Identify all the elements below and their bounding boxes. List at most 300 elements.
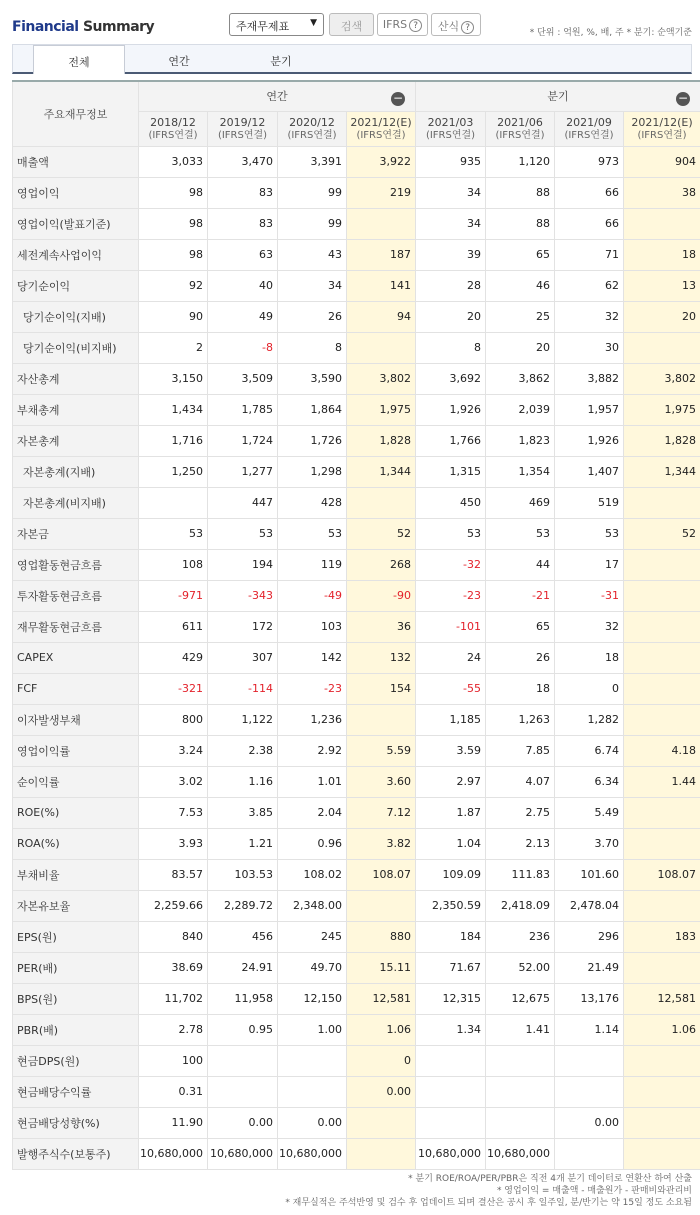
value-cell: 0 — [347, 1045, 416, 1076]
value-cell: 36 — [347, 611, 416, 642]
value-cell: 119 — [278, 549, 347, 580]
value-cell: 2,289.72 — [208, 890, 278, 921]
table-row — [13, 487, 700, 518]
value-cell: 26 — [486, 642, 555, 673]
value-cell: 46 — [486, 270, 555, 301]
value-cell: 103 — [278, 611, 347, 642]
value-cell: 2.13 — [486, 828, 555, 859]
value-cell: -31 — [555, 580, 624, 611]
statement-select[interactable] — [229, 13, 324, 36]
row-label: 자본금 — [13, 518, 139, 549]
value-cell: 18 — [486, 673, 555, 704]
value-cell: 17 — [555, 549, 624, 580]
value-cell: -55 — [416, 673, 486, 704]
value-cell — [555, 1138, 624, 1169]
value-cell: 183 — [624, 921, 700, 952]
value-cell — [555, 1045, 624, 1076]
value-cell: 519 — [555, 487, 624, 518]
row-label: ROE(%) — [13, 797, 139, 828]
unit-note: * 단위 : 억원, %, 배, 주 * 분기: 순액기준 — [529, 28, 692, 38]
table-row — [13, 239, 700, 270]
value-cell: 62 — [555, 270, 624, 301]
value-cell: 24.91 — [208, 952, 278, 983]
tab-quarterly[interactable]: 분기 — [270, 55, 292, 68]
value-cell: 1,434 — [139, 394, 208, 425]
value-cell: 450 — [416, 487, 486, 518]
corner-label: 주요재무정보 — [13, 81, 139, 146]
table-row — [13, 766, 700, 797]
period-tabs — [12, 44, 692, 74]
column-basis: (IFRS연결) — [148, 129, 198, 141]
value-cell: 1,185 — [416, 704, 486, 735]
value-cell: 1.87 — [416, 797, 486, 828]
title-rest: Summary — [78, 19, 155, 35]
value-cell: 1,344 — [624, 456, 700, 487]
value-cell: 65 — [486, 239, 555, 270]
value-cell: 1,122 — [208, 704, 278, 735]
value-cell: -90 — [347, 580, 416, 611]
row-label: PBR(배) — [13, 1014, 139, 1045]
value-cell: 71 — [555, 239, 624, 270]
row-label: 자본유보율 — [13, 890, 139, 921]
value-cell — [624, 611, 700, 642]
footnotes — [285, 1173, 692, 1209]
tab-all[interactable]: 전체 — [33, 45, 125, 74]
value-cell: 10,680,000 — [139, 1138, 208, 1169]
value-cell: 5.49 — [555, 797, 624, 828]
row-label: 부채총계 — [13, 394, 139, 425]
value-cell: 1,926 — [555, 425, 624, 456]
value-cell: 2.78 — [139, 1014, 208, 1045]
value-cell: 7.12 — [347, 797, 416, 828]
row-label: 영업이익(발표기준) — [13, 208, 139, 239]
row-label: 재무활동현금흐름 — [13, 611, 139, 642]
value-cell — [624, 1107, 700, 1138]
footnote: * 재무실적은 주석반영 및 검수 후 업데이트 되며 결산은 공시 후 일주일, 분/반기는 약 15일 정도 소요됨 — [285, 1198, 692, 1208]
value-cell: 1,354 — [486, 456, 555, 487]
value-cell: 3,391 — [278, 146, 347, 177]
table-row — [13, 890, 700, 921]
value-cell: 8 — [416, 332, 486, 363]
value-cell: 13 — [624, 270, 700, 301]
value-cell — [624, 642, 700, 673]
value-cell: 108 — [139, 549, 208, 580]
table-row — [13, 704, 700, 735]
value-cell: -21 — [486, 580, 555, 611]
column-header — [347, 111, 416, 146]
value-cell: 0.96 — [278, 828, 347, 859]
value-cell: 1,975 — [347, 394, 416, 425]
value-cell: 236 — [486, 921, 555, 952]
value-cell: 141 — [347, 270, 416, 301]
value-cell: 2.92 — [278, 735, 347, 766]
value-cell: 53 — [416, 518, 486, 549]
value-cell: 3,590 — [278, 363, 347, 394]
value-cell: 1.06 — [347, 1014, 416, 1045]
value-cell: 1,823 — [486, 425, 555, 456]
value-cell: 108.07 — [624, 859, 700, 890]
column-period: 2021/09 — [566, 115, 612, 129]
value-cell: 245 — [278, 921, 347, 952]
value-cell: 3,802 — [347, 363, 416, 394]
help-icon: ? — [409, 19, 422, 32]
column-period: 2021/06 — [497, 115, 543, 129]
value-cell: 7.85 — [486, 735, 555, 766]
value-cell: 268 — [347, 549, 416, 580]
value-cell: 611 — [139, 611, 208, 642]
column-basis: (IFRS연결) — [495, 129, 545, 141]
value-cell — [624, 549, 700, 580]
table-row — [13, 1045, 700, 1076]
value-cell: 30 — [555, 332, 624, 363]
value-cell: 52 — [347, 518, 416, 549]
value-cell — [278, 1076, 347, 1107]
value-cell: 65 — [486, 611, 555, 642]
row-label: 현금배당수익률 — [13, 1076, 139, 1107]
value-cell: 53 — [278, 518, 347, 549]
value-cell: 43 — [278, 239, 347, 270]
value-cell: 3.60 — [347, 766, 416, 797]
value-cell — [208, 1045, 278, 1076]
value-cell: 53 — [208, 518, 278, 549]
collapse-icon[interactable]: − — [392, 91, 404, 105]
value-cell: 1.14 — [555, 1014, 624, 1045]
value-cell — [624, 797, 700, 828]
row-label: 당기순이익(비지배) — [13, 332, 139, 363]
value-cell: 11.90 — [139, 1107, 208, 1138]
group-annual-label: 연간 — [266, 90, 288, 104]
row-label: 당기순이익 — [13, 270, 139, 301]
value-cell: 101.60 — [555, 859, 624, 890]
value-cell — [624, 208, 700, 239]
value-cell: 38 — [624, 177, 700, 208]
value-cell: 20 — [416, 301, 486, 332]
value-cell: 2,418.09 — [486, 890, 555, 921]
value-cell: 880 — [347, 921, 416, 952]
value-cell — [347, 704, 416, 735]
value-cell: 52 — [624, 518, 700, 549]
value-cell — [347, 890, 416, 921]
table-row — [13, 1076, 700, 1107]
value-cell: 2 — [139, 332, 208, 363]
table-row — [13, 735, 700, 766]
formula-button[interactable] — [431, 13, 481, 36]
value-cell: 187 — [347, 239, 416, 270]
value-cell: 1,716 — [139, 425, 208, 456]
value-cell: 3,922 — [347, 146, 416, 177]
value-cell: 3.93 — [139, 828, 208, 859]
ifrs-label: IFRS — [382, 18, 408, 31]
value-cell: 40 — [208, 270, 278, 301]
value-cell: 18 — [555, 642, 624, 673]
value-cell: 88 — [486, 208, 555, 239]
row-label: 영업이익률 — [13, 735, 139, 766]
row-label: PER(배) — [13, 952, 139, 983]
table-row — [13, 518, 700, 549]
value-cell: 90 — [139, 301, 208, 332]
value-cell: 3,802 — [624, 363, 700, 394]
value-cell: 98 — [139, 208, 208, 239]
value-cell: 2.04 — [278, 797, 347, 828]
value-cell: 1.34 — [416, 1014, 486, 1045]
value-cell — [347, 332, 416, 363]
group-annual — [139, 81, 416, 111]
row-label: 자본총계(지배) — [13, 456, 139, 487]
value-cell: 1.41 — [486, 1014, 555, 1045]
value-cell: 34 — [278, 270, 347, 301]
group-quarter-label: 분기 — [547, 90, 569, 104]
group-quarter — [416, 81, 700, 111]
row-label: 순이익률 — [13, 766, 139, 797]
value-cell: 1,315 — [416, 456, 486, 487]
value-cell: 447 — [208, 487, 278, 518]
value-cell — [347, 208, 416, 239]
row-label: 당기순이익(지배) — [13, 301, 139, 332]
row-label: ROA(%) — [13, 828, 139, 859]
value-cell: 83 — [208, 177, 278, 208]
value-cell: 94 — [347, 301, 416, 332]
table-row — [13, 332, 700, 363]
row-label: CAPEX — [13, 642, 139, 673]
value-cell: 10,680,000 — [486, 1138, 555, 1169]
value-cell — [624, 580, 700, 611]
table-row — [13, 1107, 700, 1138]
table-row — [13, 673, 700, 704]
table-row — [13, 425, 700, 456]
value-cell: 154 — [347, 673, 416, 704]
value-cell: 52.00 — [486, 952, 555, 983]
value-cell: 3,033 — [139, 146, 208, 177]
value-cell: 2.75 — [486, 797, 555, 828]
value-cell: 469 — [486, 487, 555, 518]
row-label: BPS(원) — [13, 983, 139, 1014]
value-cell: -23 — [416, 580, 486, 611]
value-cell: 5.59 — [347, 735, 416, 766]
column-header — [139, 111, 208, 146]
title-bold: Financial — [12, 19, 79, 35]
row-label: FCF — [13, 673, 139, 704]
value-cell: 1,957 — [555, 394, 624, 425]
value-cell: 11,702 — [139, 983, 208, 1014]
value-cell: 3.02 — [139, 766, 208, 797]
column-header — [555, 111, 624, 146]
value-cell: 1,407 — [555, 456, 624, 487]
value-cell: 10,680,000 — [278, 1138, 347, 1169]
value-cell — [486, 1045, 555, 1076]
table-row — [13, 983, 700, 1014]
value-cell: 1,864 — [278, 394, 347, 425]
value-cell: 66 — [555, 177, 624, 208]
value-cell: 6.34 — [555, 766, 624, 797]
value-cell — [624, 890, 700, 921]
value-cell: 1,975 — [624, 394, 700, 425]
value-cell: 4.07 — [486, 766, 555, 797]
value-cell: 1.04 — [416, 828, 486, 859]
value-cell: 1.16 — [208, 766, 278, 797]
value-cell: -114 — [208, 673, 278, 704]
value-cell — [416, 1045, 486, 1076]
row-label: 부채비율 — [13, 859, 139, 890]
value-cell: 1,120 — [486, 146, 555, 177]
value-cell: 2.38 — [208, 735, 278, 766]
value-cell: 1.00 — [278, 1014, 347, 1045]
value-cell: 12,315 — [416, 983, 486, 1014]
value-cell — [208, 1076, 278, 1107]
value-cell: 2,350.59 — [416, 890, 486, 921]
value-cell: 1.06 — [624, 1014, 700, 1045]
value-cell: 428 — [278, 487, 347, 518]
value-cell: 99 — [278, 208, 347, 239]
value-cell: 13,176 — [555, 983, 624, 1014]
value-cell — [624, 1045, 700, 1076]
column-period: 2021/12(E) — [631, 115, 693, 129]
search-button[interactable]: 검색 — [329, 13, 374, 36]
value-cell: 2.97 — [416, 766, 486, 797]
row-label: 자본총계(비지배) — [13, 487, 139, 518]
value-cell: 1,282 — [555, 704, 624, 735]
table-row — [13, 301, 700, 332]
value-cell: 2,039 — [486, 394, 555, 425]
value-cell: 8 — [278, 332, 347, 363]
column-header — [486, 111, 555, 146]
value-cell: 10,680,000 — [416, 1138, 486, 1169]
value-cell: 1,298 — [278, 456, 347, 487]
table-row — [13, 921, 700, 952]
value-cell: 3.82 — [347, 828, 416, 859]
table-row — [13, 952, 700, 983]
value-cell: 3,862 — [486, 363, 555, 394]
column-basis: (IFRS연결) — [356, 129, 406, 141]
value-cell: 1,726 — [278, 425, 347, 456]
column-basis: (IFRS연결) — [287, 129, 337, 141]
table-row — [13, 611, 700, 642]
value-cell: 800 — [139, 704, 208, 735]
value-cell — [139, 487, 208, 518]
column-period: 2021/03 — [427, 115, 474, 129]
value-cell: 3,509 — [208, 363, 278, 394]
value-cell — [347, 1138, 416, 1169]
value-cell: 3.85 — [208, 797, 278, 828]
value-cell: -971 — [139, 580, 208, 611]
value-cell: 34 — [416, 177, 486, 208]
row-label: 현금배당성향(%) — [13, 1107, 139, 1138]
value-cell — [347, 1107, 416, 1138]
value-cell: -32 — [416, 549, 486, 580]
value-cell: 24 — [416, 642, 486, 673]
value-cell: 1,250 — [139, 456, 208, 487]
value-cell — [416, 1076, 486, 1107]
value-cell: 53 — [139, 518, 208, 549]
value-cell: 32 — [555, 301, 624, 332]
table-row — [13, 1138, 700, 1169]
help-icon: ? — [461, 21, 474, 34]
table-row — [13, 549, 700, 580]
value-cell — [624, 952, 700, 983]
value-cell: 0.95 — [208, 1014, 278, 1045]
row-label: EPS(원) — [13, 921, 139, 952]
collapse-icon[interactable]: − — [678, 91, 689, 105]
value-cell — [624, 487, 700, 518]
table-row — [13, 208, 700, 239]
value-cell: 63 — [208, 239, 278, 270]
value-cell: 4.18 — [624, 735, 700, 766]
value-cell: 3,692 — [416, 363, 486, 394]
value-cell: 98 — [139, 239, 208, 270]
value-cell: 1,766 — [416, 425, 486, 456]
value-cell: 26 — [278, 301, 347, 332]
value-cell: 296 — [555, 921, 624, 952]
value-cell: 840 — [139, 921, 208, 952]
value-cell: 3,882 — [555, 363, 624, 394]
value-cell: 1,785 — [208, 394, 278, 425]
value-cell: -101 — [416, 611, 486, 642]
summary-header — [0, 0, 700, 44]
tab-annual[interactable]: 연간 — [168, 55, 190, 68]
column-basis: (IFRS연결) — [217, 129, 268, 141]
value-cell — [624, 332, 700, 363]
statement-select-value: 주재무제표 — [236, 20, 290, 33]
value-cell: 20 — [486, 332, 555, 363]
value-cell: -23 — [278, 673, 347, 704]
value-cell: 25 — [486, 301, 555, 332]
value-cell: 194 — [208, 549, 278, 580]
value-cell: 39 — [416, 239, 486, 270]
value-cell: 49.70 — [278, 952, 347, 983]
value-cell — [624, 704, 700, 735]
column-header — [416, 111, 486, 146]
column-period: 2018/12 — [150, 115, 196, 129]
value-cell: -49 — [278, 580, 347, 611]
value-cell: 1,828 — [347, 425, 416, 456]
table-row — [13, 797, 700, 828]
table-row — [13, 363, 700, 394]
formula-label: 산식 — [437, 20, 460, 33]
value-cell — [624, 828, 700, 859]
table-row — [13, 456, 700, 487]
value-cell: 1,263 — [486, 704, 555, 735]
value-cell: 71.67 — [416, 952, 486, 983]
value-cell — [555, 1076, 624, 1107]
value-cell: 12,581 — [347, 983, 416, 1014]
value-cell: 109.09 — [416, 859, 486, 890]
value-cell: 1,926 — [416, 394, 486, 425]
value-cell: 15.11 — [347, 952, 416, 983]
value-cell: 2,259.66 — [139, 890, 208, 921]
value-cell: 0.31 — [139, 1076, 208, 1107]
value-cell: -8 — [208, 332, 278, 363]
value-cell: -343 — [208, 580, 278, 611]
footnote: * 분기 ROE/ROA/PER/PBR은 직전 4개 분기 데이터로 연환산 하여 산출 — [408, 1174, 692, 1184]
table-row — [13, 146, 700, 177]
value-cell: 3.59 — [416, 735, 486, 766]
value-cell: 132 — [347, 642, 416, 673]
value-cell: 83 — [208, 208, 278, 239]
value-cell: 0.00 — [278, 1107, 347, 1138]
value-cell: 7.53 — [139, 797, 208, 828]
value-cell: 142 — [278, 642, 347, 673]
value-cell: 3.24 — [139, 735, 208, 766]
ifrs-button[interactable] — [377, 13, 428, 36]
value-cell: 219 — [347, 177, 416, 208]
value-cell — [278, 1045, 347, 1076]
table-row — [13, 859, 700, 890]
table-row — [13, 394, 700, 425]
row-label: 이자발생부채 — [13, 704, 139, 735]
value-cell: 53 — [555, 518, 624, 549]
chevron-down-icon: ▼ — [310, 18, 317, 28]
column-period: 2020/12 — [289, 115, 335, 129]
row-label: 현금DPS(원) — [13, 1045, 139, 1076]
